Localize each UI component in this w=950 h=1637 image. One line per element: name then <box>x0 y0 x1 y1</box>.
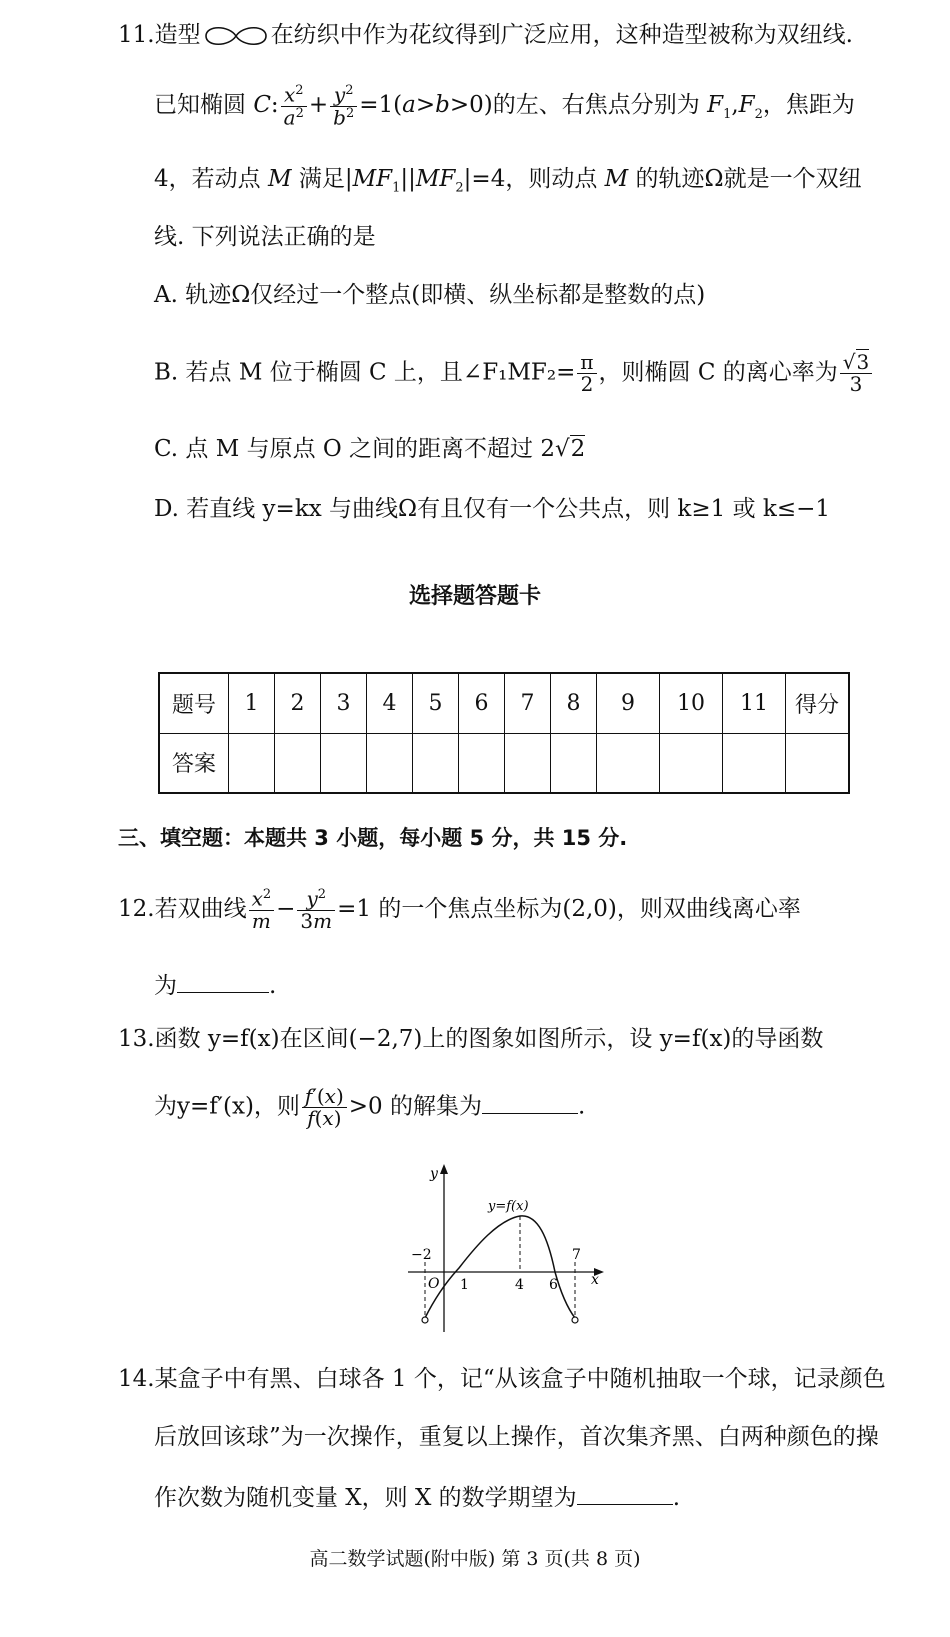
q11-number: 11. <box>118 22 155 48</box>
question-number-cell: 5 <box>413 673 459 733</box>
question-number-cell: 3 <box>321 673 367 733</box>
q11-line4: 线. 下列说法正确的是 <box>154 224 376 250</box>
table-header-label: 题号 <box>159 673 229 733</box>
q11-option-b: B. 若点 M 位于椭圆 C 上，且∠F₁MF₂= $\frac{\pi}{2}$ ，则椭圆 C 的离心率为 $\frac{√3}{3}$ <box>154 352 874 395</box>
section-heading: 三、填空题：本题共 3 小题，每小题 5 分，共 15 分. <box>118 826 628 850</box>
tick-label: −2 <box>411 1247 432 1263</box>
score-cell[interactable] <box>786 733 850 793</box>
answer-cell[interactable] <box>321 733 367 793</box>
tick-label: 4 <box>515 1277 524 1293</box>
curve-label: y=f(x) <box>488 1199 529 1214</box>
answer-blank[interactable] <box>177 970 269 993</box>
question-number-cell: 7 <box>505 673 551 733</box>
open-endpoint <box>422 1317 428 1323</box>
q11-line1: 11.造型 在纺织中作为花纹得到广泛应用，这种造型被称为双纽线. <box>118 22 853 48</box>
page-footer: 高二数学试题(附中版) 第 3 页(共 8 页) <box>309 1548 641 1570</box>
origin-label: O <box>428 1276 440 1292</box>
answer-cell[interactable] <box>367 733 413 793</box>
q13-line1: 13.函数 y=f(x)在区间(−2,7)上的图象如图所示，设 y=f(x)的导函数 <box>118 1026 824 1052</box>
tick-label: 6 <box>549 1277 558 1293</box>
answer-row-label: 答案 <box>159 733 229 793</box>
answer-cell[interactable] <box>229 733 275 793</box>
question-number-cell: 2 <box>275 673 321 733</box>
y-axis-arrow-icon <box>440 1164 448 1174</box>
y-axis-label: y <box>430 1166 438 1182</box>
question-number-cell: 9 <box>597 673 660 733</box>
table-row <box>159 733 849 793</box>
answer-card-title: 选择题答题卡 <box>408 584 541 609</box>
open-endpoint <box>572 1317 578 1323</box>
answer-cell[interactable] <box>551 733 597 793</box>
function-graph <box>398 1158 613 1336</box>
question-number-cell: 11 <box>723 673 786 733</box>
tick-label: 7 <box>572 1247 581 1263</box>
function-curve <box>425 1216 575 1318</box>
question-number-cell: 1 <box>229 673 275 733</box>
q11-line3: 4，若动点 M 满足$|MF_1||MF_2|=4$，则动点 M 的轨迹Ω就是一个双纽 <box>154 166 862 196</box>
answer-cell[interactable] <box>459 733 505 793</box>
answer-cell[interactable] <box>660 733 723 793</box>
q11-option-a: A. 轨迹Ω仅经过一个整点(即横、纵坐标都是整数的点) <box>154 282 706 308</box>
question-number-cell: 6 <box>459 673 505 733</box>
q14-line3: 作次数为随机变量 X，则 X 的数学期望为 . <box>154 1482 680 1513</box>
answer-cell[interactable] <box>413 733 459 793</box>
question-number-cell: 8 <box>551 673 597 733</box>
answer-cell[interactable] <box>275 733 321 793</box>
question-number-cell: 4 <box>367 673 413 733</box>
x-axis-label: x <box>591 1272 599 1288</box>
q12-line2: 为 . <box>154 970 276 1001</box>
score-label-cell: 得分 <box>786 673 850 733</box>
answer-card-table <box>158 672 850 794</box>
lemniscate-icon <box>201 23 271 49</box>
answer-cell[interactable] <box>505 733 551 793</box>
table-row <box>159 673 849 733</box>
q13-line2: 为y=f′(x)，则 $\frac{f'(x)}{f(x)}$ >0 的解集为 . <box>154 1084 586 1130</box>
q11-line2: 已知椭圆 C: $\frac{x^2}{a^2}$ + $\frac{y^2}{b^2}$ =1(a>b>0)的左、右焦点分别为 $F_1,F_2$，焦距为 <box>154 82 855 130</box>
q14-line1: 14.某盒子中有黑、白球各 1 个，记“从该盒子中随机抽取一个球，记录颜色 <box>118 1366 886 1392</box>
q11-option-d: D. 若直线 y=kx 与曲线Ω有且仅有一个公共点，则 k≥1 或 k≤−1 <box>154 496 830 522</box>
tick-label: 1 <box>460 1277 469 1293</box>
q11-option-c: C. 点 M 与原点 O 之间的距离不超过 2√2 <box>154 436 586 462</box>
answer-blank[interactable] <box>577 1482 673 1505</box>
answer-cell[interactable] <box>723 733 786 793</box>
q14-line2: 后放回该球”为一次操作，重复以上操作，首次集齐黑、白两种颜色的操 <box>154 1424 879 1450</box>
answer-cell[interactable] <box>597 733 660 793</box>
q12-line1: 12.若双曲线 $\frac{x^2}{m}$ − $\frac{y^2}{3m}$ =1 的一个焦点坐标为(2,0)，则双曲线离心率 <box>118 886 801 933</box>
answer-blank[interactable] <box>482 1091 578 1114</box>
question-number-cell: 10 <box>660 673 723 733</box>
